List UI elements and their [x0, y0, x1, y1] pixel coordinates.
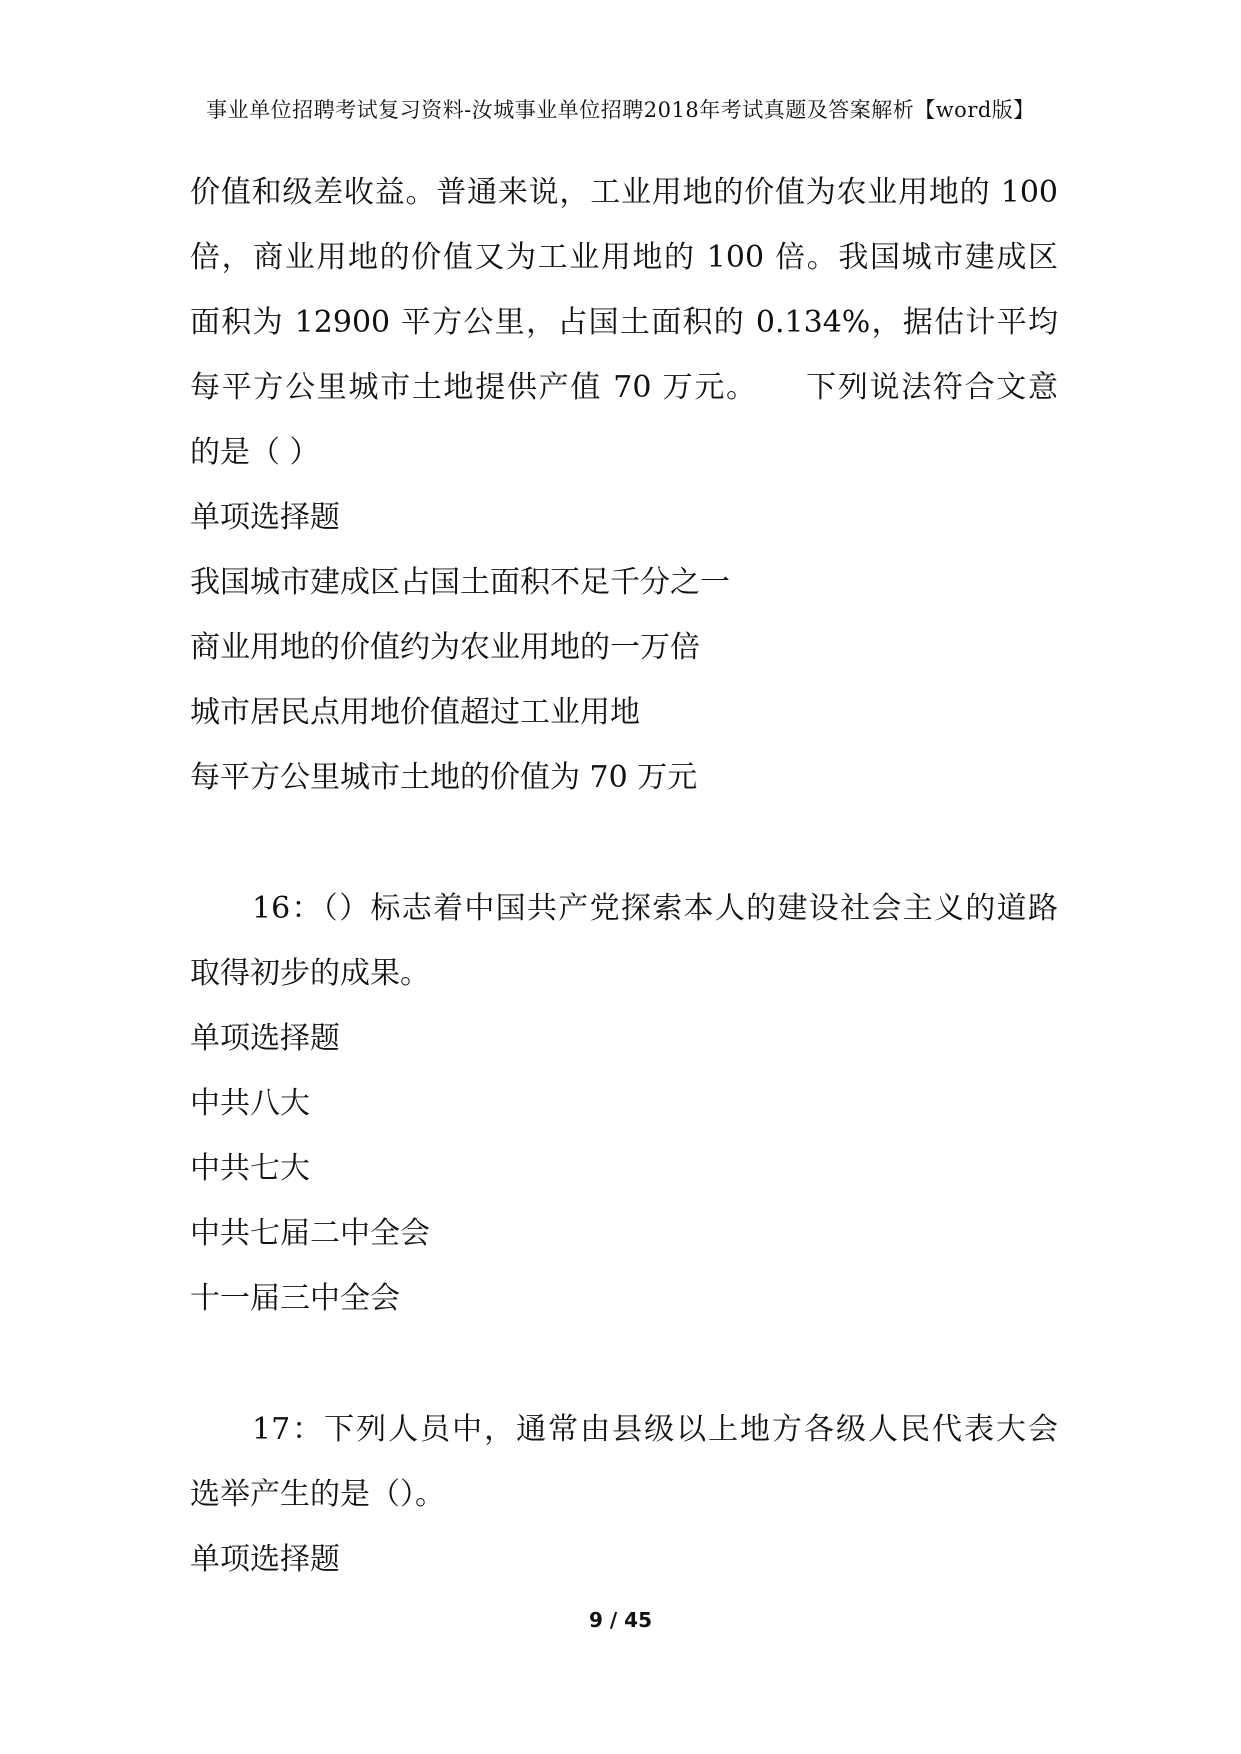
question-17-stem — [190, 1397, 1058, 1527]
question-type-label: 单项选择题 — [190, 1542, 340, 1577]
answer-option: 中共八大 — [190, 1086, 310, 1121]
page-content — [190, 160, 1058, 1592]
question-text-line: 的是（ ） — [190, 435, 320, 470]
question-text-line: 面积为 12900 平方公里，占国土面积的 0.134%，据估计平均 — [190, 305, 1058, 340]
question-16-options — [190, 1071, 1058, 1331]
question-type-label: 单项选择题 — [190, 1021, 340, 1056]
answer-option: 城市居民点用地价值超过工业用地 — [190, 695, 640, 730]
question-text-line: 16：（）标志着中国共产党探索本人的建设社会主义的道路 — [252, 891, 1058, 926]
question-text-line: 每平方公里城市土地提供产值 70 万元。 下列说法符合文意 — [190, 370, 1058, 405]
question-16-stem — [190, 876, 1058, 1006]
question-15-options — [190, 550, 1058, 810]
question-text-line: 倍，商业用地的价值又为工业用地的 100 倍。我国城市建成区 — [190, 240, 1058, 275]
answer-option: 中共七大 — [190, 1151, 310, 1186]
question-text-line: 价值和级差收益。普通来说，工业用地的价值为农业用地的 100 — [190, 175, 1058, 210]
answer-option: 商业用地的价值约为农业用地的一万倍 — [190, 630, 700, 665]
section-spacer — [190, 810, 1058, 876]
question-type-label: 单项选择题 — [190, 500, 340, 535]
question-text-line: 17：下列人员中，通常由县级以上地方各级人民代表大会 — [252, 1412, 1058, 1447]
answer-option: 中共七届二中全会 — [190, 1216, 430, 1251]
answer-option: 每平方公里城市土地的价值为 70 万元 — [190, 760, 698, 795]
answer-option: 十一届三中全会 — [190, 1281, 400, 1316]
question-15-stem — [190, 160, 1058, 485]
page-number: 9 / 45 — [589, 1608, 652, 1632]
answer-option: 我国城市建成区占国土面积不足千分之一 — [190, 565, 730, 600]
document-header: 事业单位招聘考试复习资料-汝城事业单位招聘2018年考试真题及答案解析【word版】 — [206, 98, 1035, 122]
question-text-line: 选举产生的是（）。 — [190, 1477, 445, 1512]
question-text-line: 取得初步的成果。 — [190, 956, 430, 991]
section-spacer — [190, 1331, 1058, 1397]
